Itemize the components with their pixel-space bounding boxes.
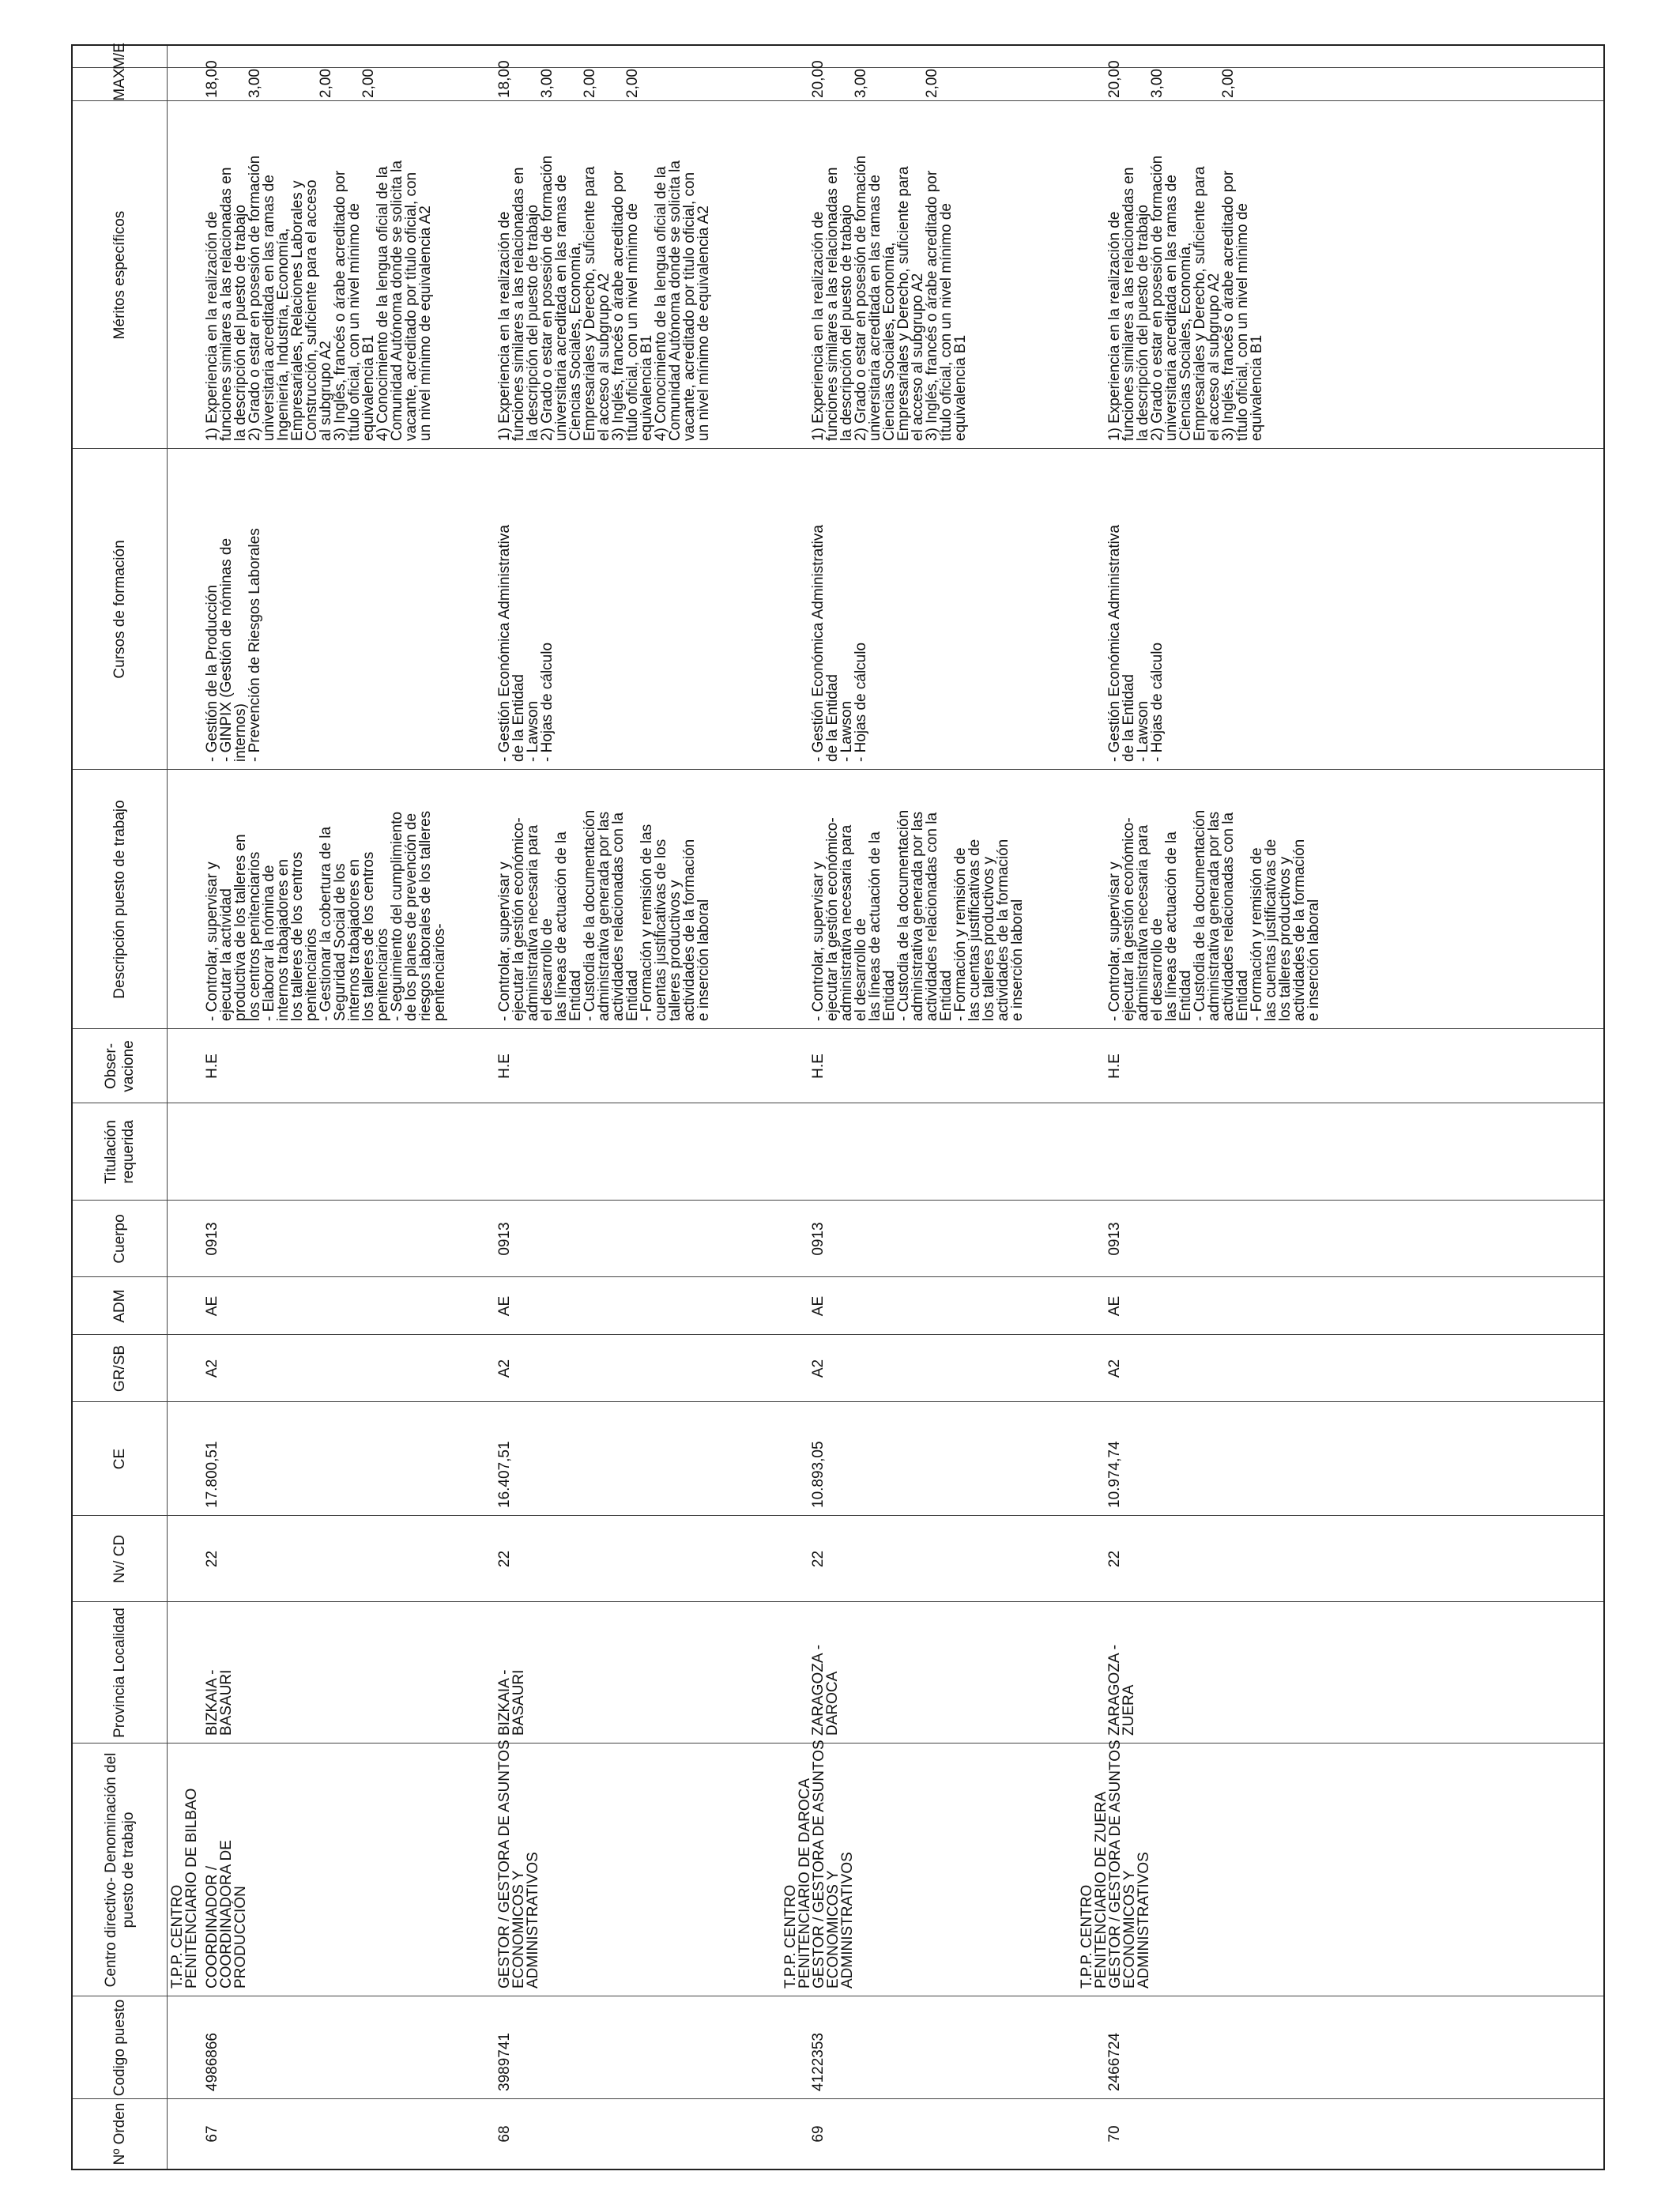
row-orden: 67 — [204, 2125, 220, 2143]
row-codigo: 2466724 — [1106, 2033, 1123, 2091]
row-descripcion: - Controlar, supervisar y ejecutar la gestión económico- administrativa necesaria para el desarrollo de las líneas de actuación de la Entidad - Custodia de la documentación administrativa generada por las actividades relacionadas con la Entidad - Formación y remisión de las cuentas justificativas de los talleres productivos y actividades de la formación e inserción laboral — [496, 809, 712, 1021]
row-cuerpo: 0913 — [496, 1222, 513, 1256]
header-titulacion: Titulación requerida — [103, 1120, 137, 1184]
col-divider — [73, 1401, 1603, 1402]
row-meritos: 1) Experiencia en la realización de funciones similares a las relacionadas en la descripción del puesto de trabajo 2) Grado o estar en posesión de formación universitaria acreditada en las ramas de Ciencias Sociales, Economía, Empresariales y Derecho, suficiente para el acceso al subgrupo A2 3) Inglés, francés o árabe acreditado por título oficial, con un nivel mínimo de equivalencia B1 — [810, 155, 969, 441]
col-divider — [73, 67, 1603, 68]
header-codigo: Codigo puesto — [111, 1999, 128, 2097]
row-provincia: BIZKAIA - BASAURI — [496, 1669, 527, 1736]
job-positions-table — [71, 44, 1605, 2170]
row-orden: 68 — [496, 2125, 513, 2143]
row-observaciones: H.E — [1106, 1054, 1123, 1079]
row-max: 2,00 — [360, 69, 377, 98]
row-provincia: ZARAGOZA - ZUERA — [1106, 1644, 1137, 1736]
row-cuerpo: 0913 — [1106, 1222, 1123, 1256]
row-grupo: A2 — [496, 1359, 513, 1378]
row-ce: 10.974,74 — [1106, 1441, 1123, 1508]
header-nivel: Nv/ CD — [111, 1534, 128, 1584]
header-max: MAX — [111, 68, 128, 101]
row-orden: 70 — [1106, 2125, 1123, 2143]
header-cuerpo: Cuerpo — [111, 1214, 128, 1264]
row-centro-directivo: T.P.P. CENTRO PENITENCIARIO DE ZUERA — [1079, 1791, 1109, 1989]
row-denominacion: GESTOR / GESTORA DE ASUNTOS ECONOMICOS Y ADMINISTRATIVOS — [496, 1740, 541, 1989]
row-cursos: - Gestión Económica Administrativa de la Entidad - Lawson - Hojas de cálculo — [810, 525, 869, 762]
row-grupo: A2 — [1106, 1359, 1123, 1378]
row-ce: 17.800,51 — [204, 1441, 220, 1508]
row-max: 3,00 — [1149, 69, 1166, 98]
row-max: 2,00 — [924, 69, 940, 98]
row-cursos: - Gestión Económica Administrativa de la Entidad - Lawson - Hojas de cálculo — [1106, 525, 1166, 762]
row-adm: AE — [496, 1295, 513, 1317]
row-nivel: 22 — [496, 1550, 513, 1568]
row-meritos: 1) Experiencia en la realización de funciones similares a las relacionadas en la descripción del puesto de trabajo 2) Grado o estar en posesión de formación universitaria acreditada en las ramas de Ingeniería, Industria, Economía, Empresariales, Relaciones Laborales y Construcción, suficiente para el acceso al subgrupo A2 3) Inglés, francés o árabe acreditado por título oficial, con un nivel mínimo de equivalencia B1 4) Conocimiento de la lengua oficial de la Comunidad Autónoma donde se solicita la vacante, acreditado por título oficial, con un nivel mínimo de equivalencia A2 — [204, 155, 434, 441]
row-codigo: 3989741 — [496, 2033, 513, 2091]
row-max: 18,00 — [204, 60, 220, 98]
col-divider — [73, 1515, 1603, 1516]
col-divider — [73, 1028, 1603, 1029]
col-divider — [73, 1200, 1603, 1201]
row-ce: 16.407,51 — [496, 1441, 513, 1508]
row-adm: AE — [810, 1295, 827, 1317]
row-max: 2,00 — [318, 69, 334, 98]
row-meritos: 1) Experiencia en la realización de funciones similares a las relacionadas en la descripción del puesto de trabajo 2) Grado o estar en posesión de formación universitaria acreditada en las ramas de Ciencias Sociales, Economía, Empresariales y Derecho, suficiente para el acceso al subgrupo A2 3) Inglés, francés o árabe acreditado por título oficial, con un nivel mínimo de equivalencia B1 — [1106, 155, 1265, 441]
col-divider — [73, 100, 1603, 101]
header-separator — [167, 46, 168, 2169]
row-centro-directivo: T.P.P. CENTRO PENITENCIARIO DE BILBAO — [169, 1788, 200, 1989]
row-centro-directivo: T.P.P. CENTRO PENITENCIARIO DE DAROCA — [782, 1777, 813, 1989]
col-divider — [73, 1334, 1603, 1335]
row-denominacion: COORDINADOR / COORDINADORA DE PRODUCCIÓN — [204, 1840, 249, 1989]
header-orden: Nº Orden — [111, 2102, 128, 2166]
header-adm: ADM — [111, 1289, 128, 1323]
header-observaciones: Obser- vacione — [103, 1040, 137, 1092]
row-provincia: ZARAGOZA - DAROCA — [810, 1644, 841, 1736]
row-max: 18,00 — [496, 60, 513, 98]
col-divider — [73, 448, 1603, 449]
row-max: 20,00 — [1106, 60, 1123, 98]
row-max: 20,00 — [810, 60, 827, 98]
row-nivel: 22 — [1106, 1550, 1123, 1568]
row-nivel: 22 — [204, 1550, 220, 1568]
row-denominacion: GESTOR / GESTORA DE ASUNTOS ECONOMICOS Y ADMINISTRATIVOS — [811, 1740, 856, 1989]
row-observaciones: H.E — [204, 1054, 220, 1079]
header-centro: Centro directivo- Denominación del puesto de trabajo — [103, 1752, 137, 1988]
row-descripcion: - Controlar, supervisar y ejecutar la gestión económico- administrativa necesaria para el desarrollo de las líneas de actuación de la Entidad - Custodia de la documentación administrativa generada por las actividades relacionadas con la Entidad - Formación y remisión de las cuentas justificativas de los talleres productivos y actividades de la formación e inserción laboral — [1106, 809, 1322, 1021]
row-cuerpo: 0913 — [810, 1222, 827, 1256]
row-observaciones: H.E — [810, 1054, 827, 1079]
row-max: 3,00 — [853, 69, 869, 98]
row-orden: 69 — [810, 2125, 827, 2143]
row-codigo: 4122353 — [810, 2033, 827, 2091]
row-max: 2,00 — [624, 69, 641, 98]
row-codigo: 4986866 — [204, 2033, 220, 2091]
row-grupo: A2 — [204, 1359, 220, 1378]
row-cursos: - Gestión de la Producción - GINPIX (Gestión de nóminas de internos) - Prevención de Riesgos Laborales — [204, 528, 263, 762]
header-me: M/E — [111, 43, 128, 70]
row-max: 2,00 — [582, 69, 598, 98]
col-divider — [73, 1601, 1603, 1602]
row-grupo: A2 — [810, 1359, 827, 1378]
col-divider — [73, 2098, 1603, 2099]
row-nivel: 22 — [810, 1550, 827, 1568]
row-descripcion: - Controlar, supervisar y ejecutar la actividad productiva de los talleres en los centros penitenciarios - Elaborar la nómina de internos trabajadores en los talleres de los centros penitenciarios - Gestionar la cobertura de la Seguridad Social de los internos trabajadores en los talleres de los centros penitenciarios - Seguimiento del cumplimiento de los planes de prevención de riesgos laborales de los talleres penitenciarios- — [204, 810, 448, 1021]
header-provincia: Provincia Localidad — [111, 1608, 128, 1738]
row-max: 2,00 — [1220, 69, 1237, 98]
header-meritos: Méritos específicos — [111, 210, 128, 340]
row-meritos: 1) Experiencia en la realización de funciones similares a las relacionadas en la descripción del puesto de trabajo 2) Grado o estar en posesión de formación universitaria acreditada en las ramas de Ciencias Sociales, Economía, Empresariales y Derecho, suficiente para el acceso al subgrupo A2 3) Inglés, francés o árabe acreditado por título oficial, con un nivel mínimo de equivalencia B1 4) Conocimiento de la lengua oficial de la Comunidad Autónoma donde se solicita la vacante, acreditado por título oficial, con un nivel mínimo de equivalencia A2 — [496, 155, 712, 441]
row-adm: AE — [1106, 1295, 1123, 1317]
row-provincia: BIZKAIA - BASAURI — [204, 1669, 235, 1736]
header-cursos: Cursos de formación — [111, 540, 128, 679]
row-ce: 10.893,05 — [810, 1441, 827, 1508]
row-adm: AE — [204, 1295, 220, 1317]
row-observaciones: H.E — [496, 1054, 513, 1079]
col-divider — [73, 769, 1603, 770]
row-max: 3,00 — [539, 69, 556, 98]
header-ce: CE — [111, 1448, 128, 1470]
col-divider — [73, 1276, 1603, 1277]
row-denominacion: GESTOR / GESTORA DE ASUNTOS ECONOMICOS Y ADMINISTRATIVOS — [1107, 1740, 1152, 1989]
header-descripcion: Descripción puesto de trabajo — [111, 800, 128, 999]
row-max: 3,00 — [247, 69, 263, 98]
row-cursos: - Gestión Económica Administrativa de la Entidad - Lawson - Hojas de cálculo — [496, 525, 556, 762]
row-cuerpo: 0913 — [204, 1222, 220, 1256]
row-descripcion: - Controlar, supervisar y ejecutar la gestión económico- administrativa necesaria para el desarrollo de las líneas de actuación de la Entidad - Custodia de la documentación administrativa generada por las actividades relacionadas con la Entidad - Formación y remisión de las cuentas justificativas de los talleres productivos y actividades de la formación e inserción laboral — [810, 809, 1026, 1021]
header-grupo: GR/SB — [111, 1344, 128, 1393]
